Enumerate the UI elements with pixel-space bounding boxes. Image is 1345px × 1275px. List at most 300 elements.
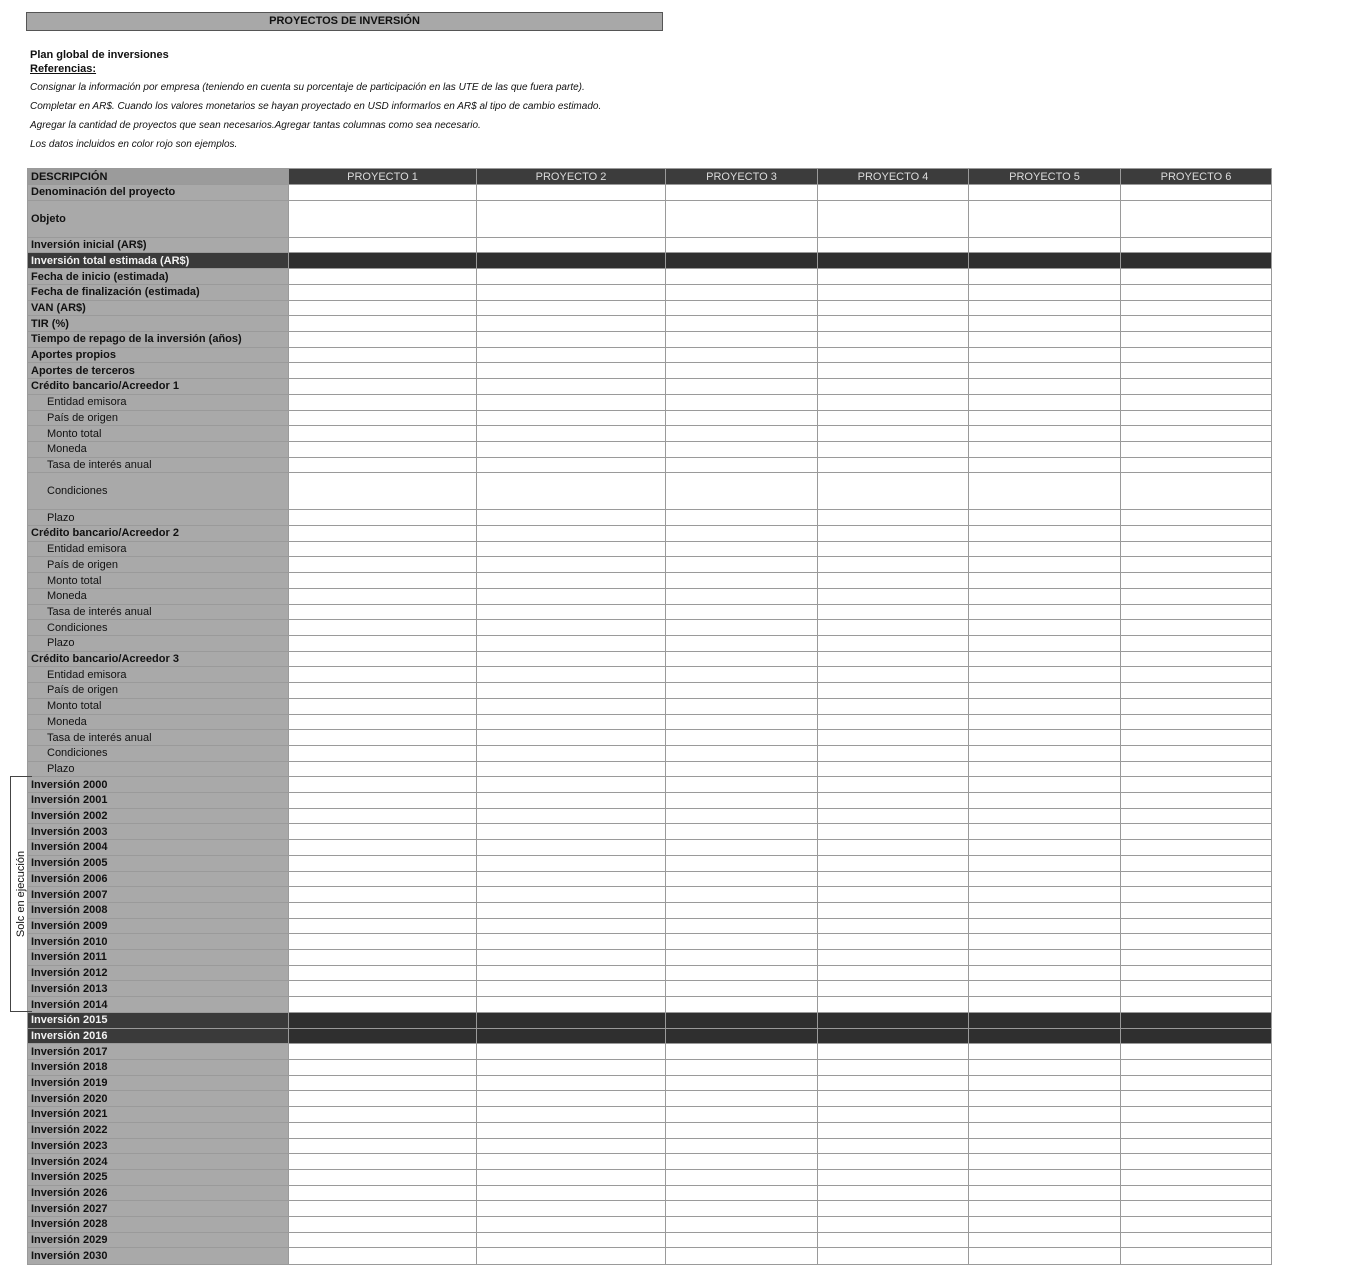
project-value-cell[interactable]: [666, 808, 818, 824]
project-value-cell[interactable]: [818, 981, 969, 997]
project-value-cell[interactable]: [1121, 557, 1272, 573]
project-value-cell[interactable]: [1121, 855, 1272, 871]
project-value-cell[interactable]: [1121, 588, 1272, 604]
project-value-cell[interactable]: [289, 730, 477, 746]
project-value-cell[interactable]: [969, 1217, 1121, 1233]
project-value-cell[interactable]: [477, 541, 666, 557]
project-value-cell[interactable]: [969, 1154, 1121, 1170]
project-value-cell[interactable]: [477, 394, 666, 410]
project-value-cell[interactable]: [666, 761, 818, 777]
project-value-cell[interactable]: [969, 185, 1121, 201]
project-value-cell[interactable]: [289, 840, 477, 856]
project-value-cell[interactable]: [477, 316, 666, 332]
project-value-cell[interactable]: [666, 714, 818, 730]
project-value-cell[interactable]: [818, 1059, 969, 1075]
project-value-cell[interactable]: [289, 379, 477, 395]
project-value-cell[interactable]: [1121, 526, 1272, 542]
project-value-cell[interactable]: [969, 730, 1121, 746]
project-value-cell[interactable]: [818, 871, 969, 887]
project-value-cell[interactable]: [1121, 185, 1272, 201]
project-value-cell[interactable]: [969, 1044, 1121, 1060]
project-value-cell[interactable]: [969, 1169, 1121, 1185]
project-value-cell[interactable]: [477, 604, 666, 620]
project-value-cell[interactable]: [289, 541, 477, 557]
project-value-cell[interactable]: [1121, 1217, 1272, 1233]
project-value-cell[interactable]: [818, 934, 969, 950]
project-value-cell[interactable]: [477, 824, 666, 840]
project-value-cell[interactable]: [1121, 714, 1272, 730]
project-value-cell[interactable]: [666, 1201, 818, 1217]
project-value-cell[interactable]: [477, 902, 666, 918]
project-value-cell[interactable]: [1121, 824, 1272, 840]
project-value-cell[interactable]: [1121, 918, 1272, 934]
project-value-cell[interactable]: [969, 793, 1121, 809]
project-value-cell[interactable]: [969, 808, 1121, 824]
project-value-cell[interactable]: [969, 1075, 1121, 1091]
project-value-cell[interactable]: [666, 918, 818, 934]
project-value-cell[interactable]: [818, 1248, 969, 1265]
project-value-cell[interactable]: [477, 683, 666, 699]
project-value-cell[interactable]: [289, 1044, 477, 1060]
project-value-cell[interactable]: [477, 698, 666, 714]
project-value-cell[interactable]: [969, 777, 1121, 793]
project-value-cell[interactable]: [666, 541, 818, 557]
project-value-cell[interactable]: [1121, 777, 1272, 793]
project-value-cell[interactable]: [477, 1044, 666, 1060]
project-value-cell[interactable]: [666, 651, 818, 667]
project-value-cell[interactable]: [666, 379, 818, 395]
project-value-cell[interactable]: [666, 683, 818, 699]
project-value-cell[interactable]: [289, 902, 477, 918]
project-value-cell[interactable]: [969, 237, 1121, 253]
project-value-cell[interactable]: [1121, 667, 1272, 683]
project-value-cell[interactable]: [289, 1138, 477, 1154]
project-value-cell[interactable]: [289, 1059, 477, 1075]
project-value-cell[interactable]: [818, 840, 969, 856]
project-value-cell[interactable]: [289, 777, 477, 793]
project-value-cell[interactable]: [1121, 363, 1272, 379]
project-value-cell[interactable]: [666, 473, 818, 510]
project-value-cell[interactable]: [1121, 1232, 1272, 1248]
project-value-cell[interactable]: [666, 510, 818, 526]
project-value-cell[interactable]: [477, 473, 666, 510]
project-value-cell[interactable]: [1121, 1122, 1272, 1138]
project-value-cell[interactable]: [969, 410, 1121, 426]
project-value-cell[interactable]: [818, 714, 969, 730]
project-value-cell[interactable]: [477, 588, 666, 604]
project-value-cell[interactable]: [969, 1201, 1121, 1217]
project-value-cell[interactable]: [477, 526, 666, 542]
project-value-cell[interactable]: [666, 1059, 818, 1075]
project-value-cell[interactable]: [969, 636, 1121, 652]
project-value-cell[interactable]: [289, 557, 477, 573]
project-value-cell[interactable]: [289, 316, 477, 332]
project-value-cell[interactable]: [818, 410, 969, 426]
project-value-cell[interactable]: [1121, 426, 1272, 442]
project-value-cell[interactable]: [818, 636, 969, 652]
project-value-cell[interactable]: [969, 918, 1121, 934]
project-value-cell[interactable]: [818, 473, 969, 510]
project-value-cell[interactable]: [666, 604, 818, 620]
project-value-cell[interactable]: [1121, 473, 1272, 510]
project-value-cell[interactable]: [289, 918, 477, 934]
project-value-cell[interactable]: [289, 1232, 477, 1248]
project-value-cell[interactable]: [818, 541, 969, 557]
project-value-cell[interactable]: [289, 950, 477, 966]
project-value-cell[interactable]: [1121, 284, 1272, 300]
project-value-cell[interactable]: [818, 761, 969, 777]
project-value-cell[interactable]: [1121, 1059, 1272, 1075]
project-value-cell[interactable]: [289, 200, 477, 237]
project-value-cell[interactable]: [477, 1091, 666, 1107]
project-value-cell[interactable]: [289, 871, 477, 887]
project-value-cell[interactable]: [289, 997, 477, 1013]
project-value-cell[interactable]: [1121, 698, 1272, 714]
project-value-cell[interactable]: [969, 840, 1121, 856]
project-value-cell[interactable]: [969, 316, 1121, 332]
project-value-cell[interactable]: [1121, 300, 1272, 316]
project-value-cell[interactable]: [666, 300, 818, 316]
project-value-cell[interactable]: [818, 997, 969, 1013]
project-value-cell[interactable]: [289, 1091, 477, 1107]
project-value-cell[interactable]: [666, 185, 818, 201]
project-value-cell[interactable]: [969, 651, 1121, 667]
project-value-cell[interactable]: [666, 1248, 818, 1265]
project-value-cell[interactable]: [666, 253, 818, 269]
project-value-cell[interactable]: [477, 457, 666, 473]
project-value-cell[interactable]: [289, 1201, 477, 1217]
project-value-cell[interactable]: [818, 698, 969, 714]
project-value-cell[interactable]: [666, 1012, 818, 1028]
project-value-cell[interactable]: [1121, 1201, 1272, 1217]
project-value-cell[interactable]: [818, 651, 969, 667]
project-value-cell[interactable]: [666, 1044, 818, 1060]
project-value-cell[interactable]: [666, 200, 818, 237]
project-value-cell[interactable]: [1121, 573, 1272, 589]
project-value-cell[interactable]: [666, 965, 818, 981]
project-value-cell[interactable]: [969, 1091, 1121, 1107]
project-value-cell[interactable]: [969, 604, 1121, 620]
project-value-cell[interactable]: [969, 1107, 1121, 1123]
project-value-cell[interactable]: [969, 950, 1121, 966]
project-value-cell[interactable]: [666, 1185, 818, 1201]
project-value-cell[interactable]: [289, 1028, 477, 1044]
project-value-cell[interactable]: [969, 394, 1121, 410]
project-value-cell[interactable]: [289, 934, 477, 950]
project-value-cell[interactable]: [289, 185, 477, 201]
project-value-cell[interactable]: [477, 871, 666, 887]
project-value-cell[interactable]: [477, 331, 666, 347]
project-value-cell[interactable]: [1121, 457, 1272, 473]
project-value-cell[interactable]: [477, 1154, 666, 1170]
project-value-cell[interactable]: [818, 394, 969, 410]
project-value-cell[interactable]: [969, 698, 1121, 714]
project-value-cell[interactable]: [477, 950, 666, 966]
project-value-cell[interactable]: [477, 651, 666, 667]
project-value-cell[interactable]: [969, 253, 1121, 269]
project-value-cell[interactable]: [477, 363, 666, 379]
project-value-cell[interactable]: [289, 269, 477, 285]
project-value-cell[interactable]: [477, 426, 666, 442]
project-value-cell[interactable]: [666, 331, 818, 347]
project-value-cell[interactable]: [818, 185, 969, 201]
project-value-cell[interactable]: [969, 473, 1121, 510]
project-value-cell[interactable]: [1121, 1107, 1272, 1123]
project-value-cell[interactable]: [477, 410, 666, 426]
project-value-cell[interactable]: [477, 237, 666, 253]
project-value-cell[interactable]: [818, 1154, 969, 1170]
project-value-cell[interactable]: [818, 573, 969, 589]
project-value-cell[interactable]: [969, 714, 1121, 730]
project-value-cell[interactable]: [818, 347, 969, 363]
project-value-cell[interactable]: [1121, 730, 1272, 746]
project-value-cell[interactable]: [289, 667, 477, 683]
project-value-cell[interactable]: [666, 1154, 818, 1170]
project-value-cell[interactable]: [969, 1059, 1121, 1075]
project-value-cell[interactable]: [477, 918, 666, 934]
project-value-cell[interactable]: [818, 1075, 969, 1091]
project-value-cell[interactable]: [969, 200, 1121, 237]
project-value-cell[interactable]: [969, 510, 1121, 526]
project-value-cell[interactable]: [1121, 1154, 1272, 1170]
project-value-cell[interactable]: [289, 457, 477, 473]
project-value-cell[interactable]: [666, 363, 818, 379]
project-value-cell[interactable]: [477, 808, 666, 824]
project-value-cell[interactable]: [289, 441, 477, 457]
project-value-cell[interactable]: [818, 1138, 969, 1154]
project-value-cell[interactable]: [477, 730, 666, 746]
project-value-cell[interactable]: [969, 761, 1121, 777]
project-value-cell[interactable]: [666, 887, 818, 903]
project-value-cell[interactable]: [477, 185, 666, 201]
project-value-cell[interactable]: [477, 1138, 666, 1154]
project-value-cell[interactable]: [477, 200, 666, 237]
project-value-cell[interactable]: [289, 331, 477, 347]
project-value-cell[interactable]: [666, 1138, 818, 1154]
project-value-cell[interactable]: [818, 887, 969, 903]
project-value-cell[interactable]: [477, 573, 666, 589]
project-value-cell[interactable]: [969, 363, 1121, 379]
project-value-cell[interactable]: [818, 269, 969, 285]
project-value-cell[interactable]: [818, 441, 969, 457]
project-value-cell[interactable]: [666, 394, 818, 410]
project-value-cell[interactable]: [289, 981, 477, 997]
project-value-cell[interactable]: [818, 237, 969, 253]
project-value-cell[interactable]: [477, 667, 666, 683]
project-value-cell[interactable]: [477, 997, 666, 1013]
project-value-cell[interactable]: [666, 316, 818, 332]
project-value-cell[interactable]: [477, 636, 666, 652]
project-value-cell[interactable]: [289, 1012, 477, 1028]
project-value-cell[interactable]: [1121, 1044, 1272, 1060]
project-value-cell[interactable]: [969, 981, 1121, 997]
project-value-cell[interactable]: [969, 541, 1121, 557]
project-value-cell[interactable]: [969, 284, 1121, 300]
project-value-cell[interactable]: [818, 1012, 969, 1028]
project-value-cell[interactable]: [666, 1028, 818, 1044]
project-value-cell[interactable]: [477, 441, 666, 457]
project-value-cell[interactable]: [1121, 840, 1272, 856]
project-value-cell[interactable]: [289, 824, 477, 840]
project-value-cell[interactable]: [1121, 1075, 1272, 1091]
project-value-cell[interactable]: [289, 965, 477, 981]
project-value-cell[interactable]: [289, 636, 477, 652]
project-value-cell[interactable]: [818, 1217, 969, 1233]
project-value-cell[interactable]: [477, 1248, 666, 1265]
project-value-cell[interactable]: [666, 997, 818, 1013]
project-value-cell[interactable]: [666, 269, 818, 285]
project-value-cell[interactable]: [969, 745, 1121, 761]
project-value-cell[interactable]: [969, 902, 1121, 918]
project-value-cell[interactable]: [289, 1107, 477, 1123]
project-value-cell[interactable]: [666, 526, 818, 542]
project-value-cell[interactable]: [666, 730, 818, 746]
project-value-cell[interactable]: [1121, 761, 1272, 777]
project-value-cell[interactable]: [818, 808, 969, 824]
project-value-cell[interactable]: [289, 284, 477, 300]
project-value-cell[interactable]: [289, 573, 477, 589]
project-value-cell[interactable]: [666, 284, 818, 300]
project-value-cell[interactable]: [1121, 1138, 1272, 1154]
project-value-cell[interactable]: [666, 410, 818, 426]
project-value-cell[interactable]: [666, 347, 818, 363]
project-value-cell[interactable]: [818, 950, 969, 966]
project-value-cell[interactable]: [969, 269, 1121, 285]
project-value-cell[interactable]: [818, 683, 969, 699]
project-value-cell[interactable]: [1121, 510, 1272, 526]
project-value-cell[interactable]: [289, 300, 477, 316]
project-value-cell[interactable]: [666, 426, 818, 442]
project-value-cell[interactable]: [289, 253, 477, 269]
project-value-cell[interactable]: [666, 457, 818, 473]
project-value-cell[interactable]: [289, 808, 477, 824]
project-value-cell[interactable]: [666, 698, 818, 714]
project-value-cell[interactable]: [666, 667, 818, 683]
project-value-cell[interactable]: [1121, 269, 1272, 285]
project-value-cell[interactable]: [289, 620, 477, 636]
project-value-cell[interactable]: [666, 1107, 818, 1123]
project-value-cell[interactable]: [818, 793, 969, 809]
project-value-cell[interactable]: [666, 840, 818, 856]
project-value-cell[interactable]: [666, 237, 818, 253]
project-value-cell[interactable]: [289, 683, 477, 699]
project-value-cell[interactable]: [289, 604, 477, 620]
project-value-cell[interactable]: [666, 441, 818, 457]
project-value-cell[interactable]: [1121, 541, 1272, 557]
project-value-cell[interactable]: [818, 1201, 969, 1217]
project-value-cell[interactable]: [1121, 887, 1272, 903]
project-value-cell[interactable]: [818, 557, 969, 573]
project-value-cell[interactable]: [477, 887, 666, 903]
project-value-cell[interactable]: [477, 269, 666, 285]
project-value-cell[interactable]: [289, 1154, 477, 1170]
project-value-cell[interactable]: [969, 1028, 1121, 1044]
project-value-cell[interactable]: [969, 588, 1121, 604]
project-value-cell[interactable]: [666, 871, 818, 887]
project-value-cell[interactable]: [818, 379, 969, 395]
project-value-cell[interactable]: [477, 1122, 666, 1138]
project-value-cell[interactable]: [289, 714, 477, 730]
project-value-cell[interactable]: [818, 1107, 969, 1123]
project-value-cell[interactable]: [969, 1138, 1121, 1154]
project-value-cell[interactable]: [477, 855, 666, 871]
project-value-cell[interactable]: [666, 1075, 818, 1091]
project-value-cell[interactable]: [289, 1169, 477, 1185]
project-value-cell[interactable]: [477, 379, 666, 395]
project-value-cell[interactable]: [969, 300, 1121, 316]
project-value-cell[interactable]: [969, 441, 1121, 457]
project-value-cell[interactable]: [969, 855, 1121, 871]
project-value-cell[interactable]: [969, 887, 1121, 903]
project-value-cell[interactable]: [289, 426, 477, 442]
project-value-cell[interactable]: [477, 1075, 666, 1091]
project-value-cell[interactable]: [969, 683, 1121, 699]
project-value-cell[interactable]: [818, 1232, 969, 1248]
project-value-cell[interactable]: [477, 761, 666, 777]
project-value-cell[interactable]: [477, 981, 666, 997]
project-value-cell[interactable]: [818, 777, 969, 793]
project-value-cell[interactable]: [477, 1185, 666, 1201]
project-value-cell[interactable]: [818, 1028, 969, 1044]
project-value-cell[interactable]: [477, 1232, 666, 1248]
project-value-cell[interactable]: [969, 573, 1121, 589]
project-value-cell[interactable]: [666, 745, 818, 761]
project-value-cell[interactable]: [1121, 950, 1272, 966]
project-value-cell[interactable]: [666, 950, 818, 966]
project-value-cell[interactable]: [969, 1012, 1121, 1028]
project-value-cell[interactable]: [477, 793, 666, 809]
project-value-cell[interactable]: [818, 745, 969, 761]
project-value-cell[interactable]: [289, 237, 477, 253]
project-value-cell[interactable]: [289, 1122, 477, 1138]
project-value-cell[interactable]: [818, 1185, 969, 1201]
project-value-cell[interactable]: [1121, 871, 1272, 887]
project-value-cell[interactable]: [969, 620, 1121, 636]
project-value-cell[interactable]: [818, 965, 969, 981]
project-value-cell[interactable]: [666, 636, 818, 652]
project-value-cell[interactable]: [1121, 745, 1272, 761]
project-value-cell[interactable]: [1121, 1248, 1272, 1265]
project-value-cell[interactable]: [1121, 200, 1272, 237]
project-value-cell[interactable]: [818, 620, 969, 636]
project-value-cell[interactable]: [289, 526, 477, 542]
project-value-cell[interactable]: [1121, 997, 1272, 1013]
project-value-cell[interactable]: [1121, 1185, 1272, 1201]
project-value-cell[interactable]: [818, 1091, 969, 1107]
project-value-cell[interactable]: [289, 394, 477, 410]
project-value-cell[interactable]: [477, 557, 666, 573]
project-value-cell[interactable]: [969, 1122, 1121, 1138]
project-value-cell[interactable]: [969, 457, 1121, 473]
project-value-cell[interactable]: [289, 1248, 477, 1265]
project-value-cell[interactable]: [1121, 379, 1272, 395]
project-value-cell[interactable]: [477, 284, 666, 300]
project-value-cell[interactable]: [1121, 620, 1272, 636]
project-value-cell[interactable]: [969, 934, 1121, 950]
project-value-cell[interactable]: [666, 573, 818, 589]
project-value-cell[interactable]: [666, 1122, 818, 1138]
project-value-cell[interactable]: [477, 347, 666, 363]
project-value-cell[interactable]: [1121, 253, 1272, 269]
project-value-cell[interactable]: [1121, 808, 1272, 824]
project-value-cell[interactable]: [666, 902, 818, 918]
project-value-cell[interactable]: [969, 871, 1121, 887]
project-value-cell[interactable]: [477, 714, 666, 730]
project-value-cell[interactable]: [477, 1107, 666, 1123]
project-value-cell[interactable]: [818, 457, 969, 473]
project-value-cell[interactable]: [1121, 902, 1272, 918]
project-value-cell[interactable]: [289, 1185, 477, 1201]
